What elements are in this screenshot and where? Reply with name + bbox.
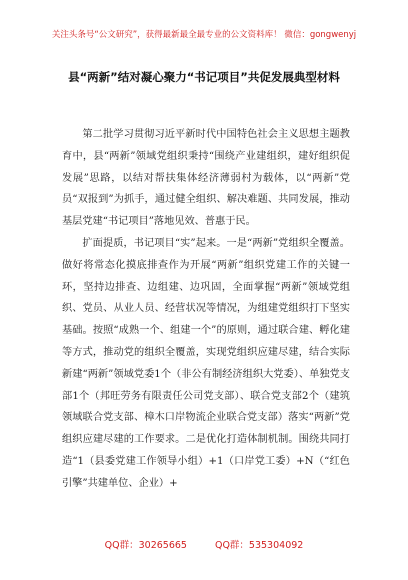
document-title: 县“两新”结对凝心聚力“书记项目”共促发展典型材料: [68, 70, 340, 84]
header-promo-note: 关注头条号“公文研究”，获得最新最全最专业的公文资料库！ 微信：gongwenyj: [51, 30, 357, 40]
footer-contact: [0, 537, 408, 551]
paragraph-section-one: 扩面提质，书记项目“实”起来。一是“两新”党组织全覆盖。做好将常态化摸底排查作为开展“两新”组织党建工作的关键一环，坚持边排查、边组建、边巩固，全面掌握“两新”领域党组织、党员、从业人员、经营状况等情况，为组建党组织打下坚实基础。按照“成熟一个、组建一个”的原则，通过联合建、孵化建等方式，推动党的组织全覆盖，实现党组织应建尽建，结合实际新建“两新”领域党委1个（非公有制经济组织大党委）、单独党支部1个（邦旺劳务有限责任公司党支部）、联合党支部2个（建筑领域联合党支部、樟木口岸物流企业联合党支部）落实“两新”党组织应建尽建的工作要求。二是优化打造体制机制。围绕共同打造“1（县委党建工作领导小组）+1（口岸党工委）+N（“红色引擎”共建单位、企业）+: [62, 237, 350, 489]
document-body: [62, 124, 350, 495]
footer-qq-group-left: QQ群：30265665: [104, 540, 187, 551]
footer-qq-group-right: QQ群：535304092: [214, 540, 304, 551]
paragraph-intro: 第二批学习贯彻习近平新时代中国特色社会主义思想主题教育中，县“两新”领域党组织秉持“围绕产业建组织，建好组织促发展”思路，以结对帮扶集体经济薄弱村为载体，以“两新”党员“双报到”为抓手，通过健全组织、解决难题、共同发展，推动基层党建“书记项目”落地见效、普惠于民。: [62, 129, 350, 228]
